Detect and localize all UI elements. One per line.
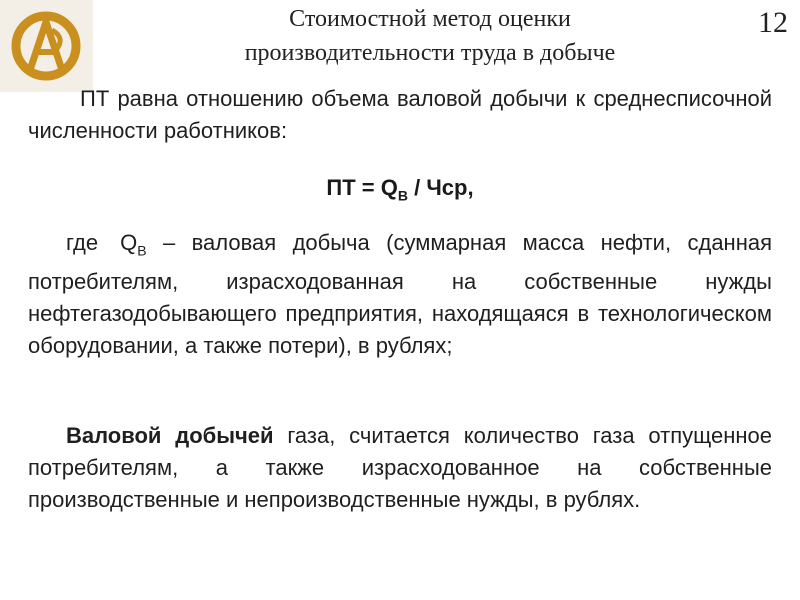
formula-left: ПТ = Q [326, 175, 398, 200]
gas-text: газа, считается количество газа отпущенное потребителям, а также израсходованное на собственные производственные и непроизводственные нужды, в рублях. [28, 423, 772, 512]
formula [0, 172, 800, 211]
gas-term: Валовой добычей [66, 423, 274, 448]
logo-emblem-icon [0, 0, 93, 92]
slide-title-line-1: Стоимостной метод оценки [289, 6, 571, 32]
slide-title [150, 2, 710, 70]
slide-title-line-2: производительности труда в добыче [244, 40, 616, 66]
formula-right: / Чср, [407, 175, 474, 200]
gas-paragraph [28, 420, 772, 516]
formula-subscript: В [397, 187, 408, 204]
slide-number: 12 [758, 6, 788, 39]
definition-lead: где [66, 230, 99, 255]
definition-symbol-subscript: В [137, 242, 147, 259]
company-logo [0, 0, 93, 92]
definition-symbol: Q [120, 230, 138, 255]
definition-paragraph [28, 227, 772, 362]
definition-text: – валовая добыча (суммарная масса нефти, сданная потребителям, израсходованная на собственные нужды нефтегазодобывающего предприятия, находящаяся в технологическом оборудовании, а также потери), в рублях; [28, 230, 772, 359]
intro-paragraph: ПТ равна отношению объема валовой добычи к среднесписочной численности работников: [28, 86, 772, 143]
